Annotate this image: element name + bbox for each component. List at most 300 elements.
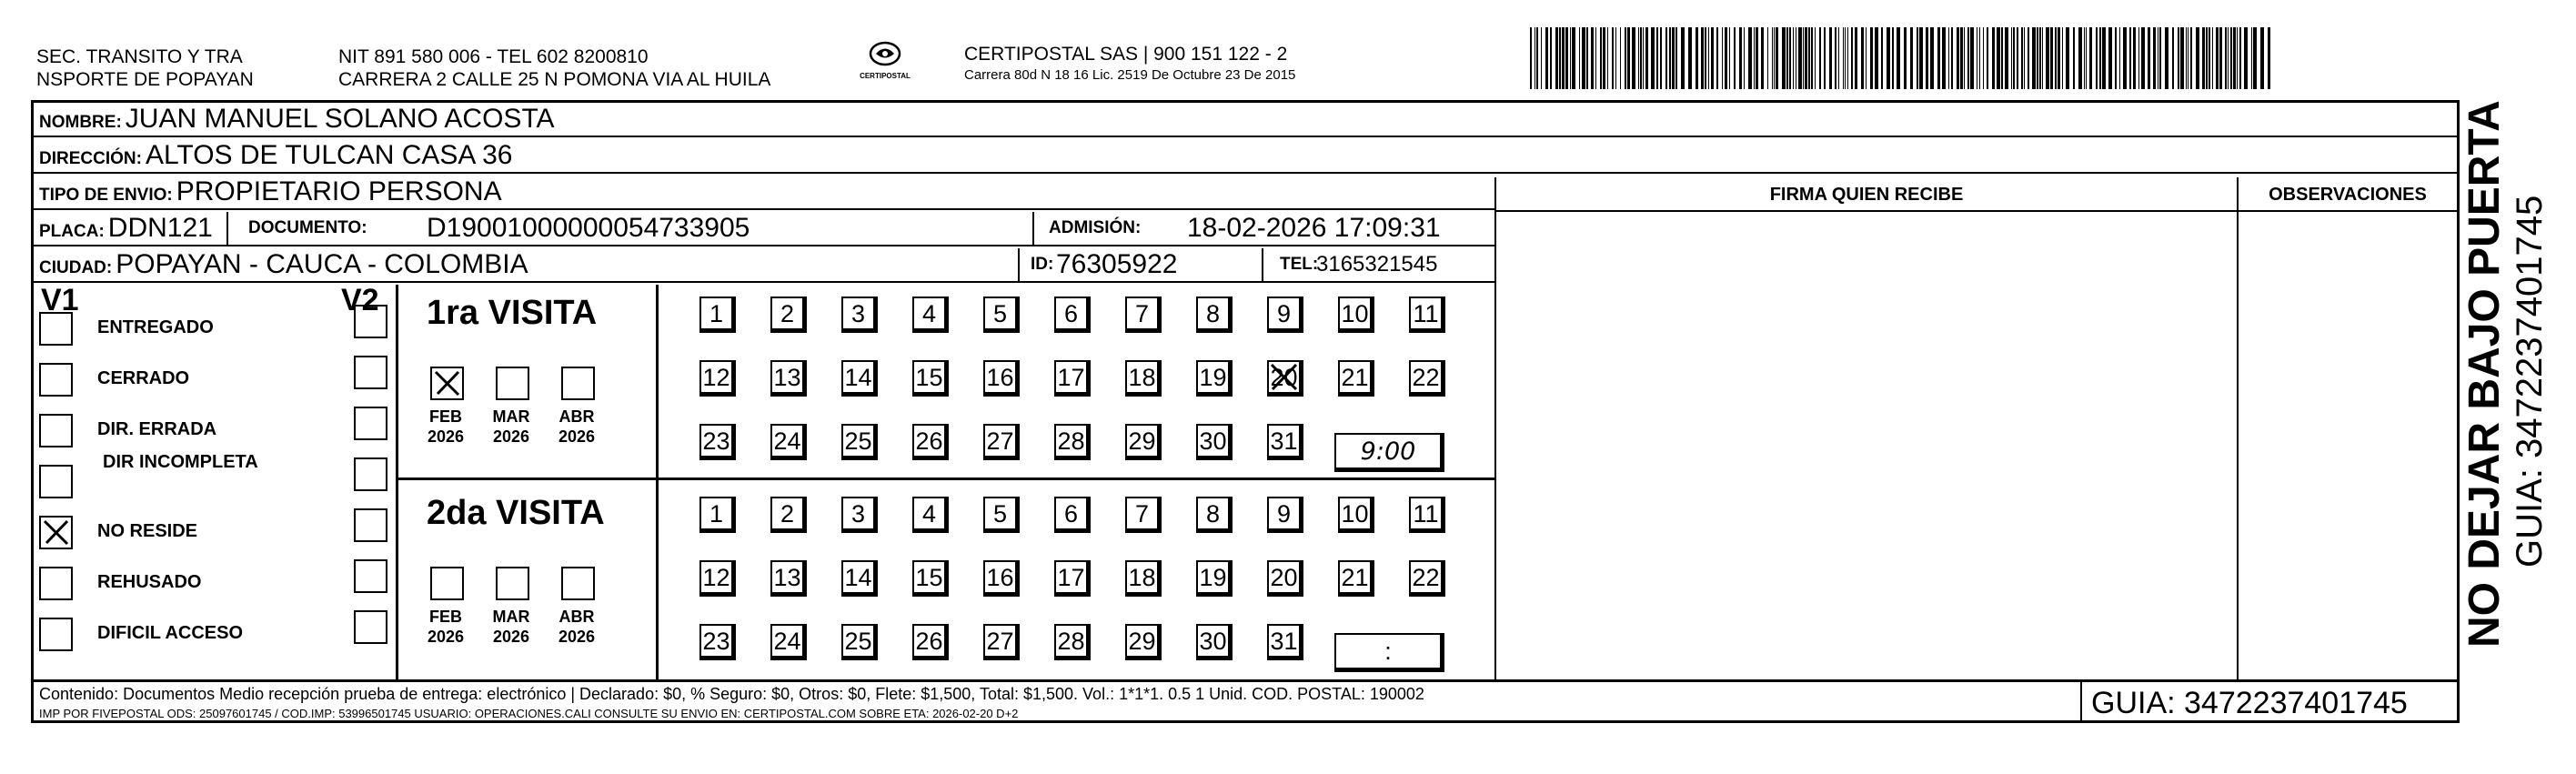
day-box[interactable] — [699, 497, 733, 530]
barcode-bar — [1793, 27, 1794, 89]
barcode-bar — [1942, 27, 1946, 89]
documento-label: DOCUMENTO: — [248, 218, 367, 237]
barcode-bar — [1595, 27, 1596, 89]
day-box[interactable] — [1054, 624, 1088, 658]
day-box[interactable] — [912, 497, 946, 530]
day-number: 16 — [986, 564, 1014, 591]
month-checkbox[interactable] — [496, 567, 529, 600]
v1-checkbox[interactable] — [39, 363, 73, 397]
barcode-bar — [1748, 27, 1752, 89]
barcode-bar — [1716, 27, 1718, 89]
v2-checkbox[interactable] — [354, 356, 387, 389]
day-number: 15 — [915, 564, 943, 591]
day-number: 20 — [1270, 564, 1298, 591]
month-checkbox[interactable] — [496, 367, 529, 400]
barcode-bar — [1937, 27, 1940, 89]
v1-checkbox[interactable] — [39, 618, 73, 651]
v2-checkbox[interactable] — [354, 559, 387, 593]
observaciones-field[interactable] — [2239, 212, 2455, 678]
barcode-bar — [2078, 27, 2082, 89]
barcode-bar — [1570, 27, 1571, 89]
barcode-bar — [1555, 27, 1558, 89]
status-divider — [396, 285, 398, 679]
day-number: 9 — [1276, 300, 1292, 327]
visit-divider — [656, 285, 659, 679]
tipo-value: PROPIETARIO PERSONA — [176, 176, 502, 206]
barcode-bar — [1600, 27, 1602, 89]
barcode-bar — [2017, 27, 2018, 89]
day-number: 4 — [921, 300, 937, 327]
barcode-bar — [1786, 27, 1788, 89]
direccion-value: ALTOS DE TULCAN CASA 36 — [145, 140, 513, 170]
firma-field[interactable] — [1496, 212, 2235, 678]
day-number: 7 — [1134, 500, 1150, 528]
barcode-bar — [2001, 27, 2003, 89]
guia-divider — [2080, 681, 2082, 723]
day-box[interactable] — [1267, 297, 1301, 330]
v1-checkbox[interactable] — [39, 312, 73, 346]
status-label: DIFICIL ACCESO — [97, 623, 244, 643]
barcode-bar — [2066, 27, 2069, 89]
barcode-bar — [2050, 27, 2053, 89]
day-box[interactable] — [912, 360, 946, 394]
v1-checkbox[interactable] — [39, 414, 73, 447]
barcode-bar — [2021, 27, 2023, 89]
barcode-bar — [1722, 27, 1723, 89]
barcode-bar — [2037, 27, 2038, 89]
day-box[interactable] — [1267, 424, 1301, 457]
barcode-bar — [1565, 27, 1568, 89]
day-number: 19 — [1199, 564, 1227, 591]
day-box[interactable] — [1338, 497, 1372, 530]
v2-checkbox[interactable] — [354, 407, 387, 440]
visit-separator — [396, 477, 1494, 480]
nombre-label: NOMBRE: — [39, 113, 122, 132]
barcode-bar — [1640, 27, 1642, 89]
documento-value: D19001000000054733905 — [427, 213, 750, 243]
logo-icon — [867, 40, 903, 71]
barcode-bar — [1845, 27, 1846, 89]
barcode-bar — [2096, 27, 2098, 89]
certipostal-logo — [853, 40, 917, 91]
v2-checkbox[interactable] — [354, 508, 387, 542]
barcode-bar — [2172, 27, 2174, 89]
day-box[interactable] — [912, 297, 946, 330]
day-number: 1 — [709, 300, 724, 327]
month-label: FEB 2026 — [427, 608, 465, 646]
barcode-bar — [2251, 27, 2252, 89]
barcode-bar — [1919, 27, 1923, 89]
day-box[interactable] — [1267, 497, 1301, 530]
barcode-bar — [1656, 27, 1658, 89]
day-box[interactable] — [983, 360, 1017, 394]
day-box[interactable] — [912, 624, 946, 658]
day-box[interactable] — [1125, 497, 1159, 530]
barcode-bar — [2011, 27, 2012, 89]
day-box[interactable] — [1196, 424, 1230, 457]
day-box[interactable] — [841, 424, 875, 457]
day-number: 31 — [1270, 628, 1298, 655]
day-number: 4 — [921, 500, 937, 528]
nombre-value: JUAN MANUEL SOLANO ACOSTA — [125, 104, 555, 134]
observaciones-header: OBSERVACIONES — [2269, 185, 2427, 205]
day-number: 25 — [844, 427, 872, 455]
month-checkbox[interactable] — [430, 567, 464, 600]
ciudad-row — [34, 248, 1494, 283]
day-box[interactable] — [1267, 560, 1301, 594]
day-box[interactable] — [1125, 360, 1159, 394]
day-number: 15 — [915, 364, 943, 391]
barcode-bar — [1603, 27, 1605, 89]
barcode-bar — [1612, 27, 1614, 89]
barcode-bar — [1881, 27, 1883, 89]
day-box[interactable] — [1125, 297, 1159, 330]
day-box[interactable] — [1409, 560, 1443, 594]
month-checkbox[interactable] — [430, 367, 464, 400]
day-box[interactable] — [1409, 497, 1443, 530]
barcode-bar — [2028, 27, 2029, 89]
company-line-2: Carrera 80d N 18 16 Lic. 2519 De Octubre 23 De 2015 — [964, 67, 1296, 83]
barcode-bar — [1855, 27, 1857, 89]
barcode-bar — [1838, 27, 1839, 89]
day-box[interactable] — [841, 497, 875, 530]
day-box[interactable] — [1267, 360, 1301, 394]
barcode-bar — [2228, 27, 2229, 89]
delivery-form — [31, 100, 2460, 723]
v1-checkbox[interactable] — [39, 567, 73, 600]
barcode-bar — [1591, 27, 1594, 89]
day-number: 28 — [1057, 628, 1085, 655]
barcode-bar — [1970, 27, 1974, 89]
barcode-bar — [2148, 27, 2150, 89]
barcode-bar — [1835, 27, 1836, 89]
barcode-bar — [1559, 27, 1561, 89]
barcode-bar — [2024, 27, 2025, 89]
v2-checkbox[interactable] — [354, 305, 387, 338]
barcode-bar — [1992, 27, 1995, 89]
day-box[interactable] — [1125, 424, 1159, 457]
barcode-bar — [1669, 27, 1671, 89]
day-box[interactable] — [699, 360, 733, 394]
barcode-bar — [1997, 27, 2000, 89]
day-number: 8 — [1205, 500, 1221, 528]
barcode-bar — [1870, 27, 1873, 89]
day-box[interactable] — [1054, 560, 1088, 594]
barcode-bar — [1948, 27, 1949, 89]
barcode-bar — [1811, 27, 1813, 89]
day-box[interactable] — [841, 624, 875, 658]
day-box[interactable] — [912, 560, 946, 594]
day-number: 30 — [1199, 427, 1227, 455]
day-box[interactable] — [699, 297, 733, 330]
day-number: 26 — [915, 427, 943, 455]
day-number: 22 — [1412, 564, 1440, 591]
second-visit-time-value: : — [1384, 638, 1392, 665]
barcode-bar — [2129, 27, 2131, 89]
barcode-bar — [2209, 27, 2210, 89]
tipo-row — [34, 176, 1494, 210]
divider — [1032, 212, 1034, 246]
placa-row — [34, 212, 1494, 246]
barcode-bar — [2186, 27, 2187, 89]
barcode-bar — [1875, 27, 1878, 89]
barcode-bar — [1847, 27, 1848, 89]
day-box[interactable] — [841, 360, 875, 394]
barcode-bar — [1632, 27, 1635, 89]
day-box[interactable] — [983, 560, 1017, 594]
day-number: 21 — [1341, 364, 1369, 391]
day-number: 21 — [1341, 564, 1369, 591]
company-line-1: CERTIPOSTAL SAS | 900 151 122 - 2 — [964, 44, 1288, 65]
day-box[interactable] — [1125, 560, 1159, 594]
barcode-bar — [2115, 27, 2117, 89]
day-box[interactable] — [1338, 560, 1372, 594]
month-checkbox[interactable] — [561, 367, 595, 400]
barcode-bar — [1767, 27, 1768, 89]
day-box[interactable] — [1054, 497, 1088, 530]
barcode-bar — [1824, 27, 1826, 89]
barcode-bar — [1815, 27, 1816, 89]
first-visit-label: 1ra VISITA — [427, 294, 598, 332]
day-box[interactable] — [841, 297, 875, 330]
barcode-bar — [1897, 27, 1900, 89]
barcode-bar — [1615, 27, 1616, 89]
status-label: CERRADO — [97, 368, 190, 388]
day-number: 10 — [1341, 300, 1369, 327]
day-box[interactable] — [1409, 297, 1443, 330]
barcode-bar — [2141, 27, 2145, 89]
footer-line-2: IMP POR FIVEPOSTAL ODS: 25097601745 / COD.IMP: 53996501745 USUARIO: OPERACIONES.CALI CONSULTE SU ENVIO EN: CERTIPOSTAL.COM SOBRE ETA: 2026-02-20 D+2 — [39, 707, 1019, 720]
month-checkbox[interactable] — [561, 567, 595, 600]
barcode-bar — [2013, 27, 2015, 89]
day-box[interactable] — [1338, 297, 1372, 330]
day-box[interactable] — [1196, 560, 1230, 594]
day-box[interactable] — [770, 424, 804, 457]
barcode-bar — [2216, 27, 2219, 89]
barcode-bar — [1904, 27, 1907, 89]
day-number: 16 — [986, 364, 1014, 391]
day-number: 5 — [992, 500, 1008, 528]
barcode-bar — [1756, 27, 1758, 89]
barcode-bar — [1979, 27, 1980, 89]
barcode-bar — [1582, 27, 1585, 89]
day-box[interactable] — [1409, 360, 1443, 394]
first-visit-time-value: 9:00 — [1360, 437, 1416, 466]
day-number: 27 — [986, 427, 1014, 455]
barcode-bar — [1586, 27, 1588, 89]
barcode-bar — [1643, 27, 1644, 89]
footer-line-1: Contenido: Documentos Medio recepción prueba de entrega: electrónico | Declarado: $0, % Seguro: $0, Otros: $0, Flete: $1,500, Total: $1,500. Vol.: 1*1*1. 0.5 1 Unid. COD. POSTAL: 190002 — [39, 685, 1424, 703]
logo-text: CERTIPOSTAL — [860, 72, 911, 80]
barcode-bar — [2046, 27, 2049, 89]
barcode-bar — [2202, 27, 2205, 89]
day-box[interactable] — [983, 297, 1017, 330]
first-visit-time[interactable] — [1334, 433, 1442, 469]
day-box[interactable] — [770, 624, 804, 658]
barcode-bar — [1638, 27, 1639, 89]
day-box[interactable] — [1196, 297, 1230, 330]
barcode-bar — [2219, 27, 2222, 89]
day-number: 24 — [773, 628, 801, 655]
barcode-bar — [1926, 27, 1928, 89]
v1-checkbox[interactable] — [39, 516, 73, 549]
barcode-bar — [1675, 27, 1677, 89]
barcode-bar — [1696, 27, 1698, 89]
day-box[interactable] — [770, 560, 804, 594]
barcode-bar — [1819, 27, 1821, 89]
day-box[interactable] — [1054, 297, 1088, 330]
barcode-bar — [2165, 27, 2168, 89]
nit-line-1: NIT 891 580 006 - TEL 602 8200810 — [338, 46, 649, 67]
day-number: 29 — [1128, 628, 1156, 655]
barcode-bar — [2212, 27, 2213, 89]
status-label: DIR. ERRADA — [97, 419, 217, 439]
tel-value: 3165321545 — [1316, 252, 1438, 276]
day-box[interactable] — [770, 360, 804, 394]
day-box[interactable] — [1196, 360, 1230, 394]
day-number: 3 — [850, 500, 866, 528]
day-box[interactable] — [1267, 624, 1301, 658]
month-label: MAR 2026 — [492, 608, 530, 646]
placa-value: DDN121 — [107, 213, 213, 243]
day-box[interactable] — [1054, 360, 1088, 394]
barcode-bar — [1701, 27, 1704, 89]
day-box[interactable] — [1125, 624, 1159, 658]
barcode-bar — [2253, 27, 2257, 89]
barcode-bar — [1964, 27, 1965, 89]
day-number: 29 — [1128, 427, 1156, 455]
day-number: 22 — [1412, 364, 1440, 391]
day-box[interactable] — [770, 297, 804, 330]
second-visit-time[interactable] — [1334, 633, 1442, 669]
day-number: 8 — [1205, 300, 1221, 327]
barcode-bar — [1744, 27, 1745, 89]
day-box[interactable] — [1338, 360, 1372, 394]
status-label: REHUSADO — [97, 572, 202, 592]
barcode-bar — [1754, 27, 1755, 89]
day-number: 1 — [709, 500, 724, 528]
barcode-bar — [1681, 27, 1685, 89]
barcode-graphic — [1530, 27, 2276, 89]
ciudad-label: CIUDAD: — [39, 258, 113, 277]
barcode-bar — [1572, 27, 1575, 89]
day-number: 17 — [1057, 364, 1085, 391]
day-box[interactable] — [699, 424, 733, 457]
barcode-bar — [1645, 27, 1648, 89]
month-label: ABR 2026 — [558, 608, 596, 646]
second-visit-label: 2da VISITA — [427, 494, 605, 532]
day-number: 6 — [1063, 500, 1079, 528]
day-number: 10 — [1341, 500, 1369, 528]
footer-line — [34, 679, 2457, 682]
barcode-bar — [1651, 27, 1655, 89]
day-number: 13 — [773, 564, 801, 591]
barcode-bar — [1665, 27, 1667, 89]
day-box[interactable] — [983, 624, 1017, 658]
day-number: 18 — [1128, 564, 1156, 591]
sender-line-1: SEC. TRANSITO Y TRA — [36, 46, 243, 67]
day-number: 12 — [702, 564, 730, 591]
barcode-bar — [1866, 27, 1867, 89]
barcode-bar — [2138, 27, 2139, 89]
day-box[interactable] — [841, 560, 875, 594]
barcode-bar — [1808, 27, 1810, 89]
v1-checkbox[interactable] — [39, 465, 73, 498]
barcode-bar — [2084, 27, 2085, 89]
barcode-bar — [1951, 27, 1953, 89]
v2-checkbox[interactable] — [354, 457, 387, 491]
day-number: 2 — [780, 300, 795, 327]
month-label: FEB 2026 — [427, 407, 465, 446]
barcode-bar — [1530, 27, 1532, 89]
day-number: 27 — [986, 628, 1014, 655]
barcode-bar — [1861, 27, 1864, 89]
day-box[interactable] — [983, 424, 1017, 457]
day-number: 28 — [1057, 427, 1085, 455]
day-number: 26 — [915, 628, 943, 655]
day-number: 7 — [1134, 300, 1150, 327]
tipo-label: TIPO DE ENVIO: — [39, 186, 173, 205]
barcode-bar — [1711, 27, 1714, 89]
month-label: ABR 2026 — [558, 407, 596, 446]
day-number: 17 — [1057, 564, 1085, 591]
barcode-bar — [1892, 27, 1894, 89]
barcode — [1530, 27, 2276, 89]
barcode-bar — [2188, 27, 2189, 89]
barcode-bar — [2178, 27, 2179, 89]
month-label: MAR 2026 — [492, 407, 530, 446]
barcode-bar — [1776, 27, 1778, 89]
barcode-bar — [1672, 27, 1675, 89]
barcode-bar — [1734, 27, 1736, 89]
day-box[interactable] — [699, 624, 733, 658]
day-box[interactable] — [770, 497, 804, 530]
day-number: 30 — [1199, 628, 1227, 655]
barcode-bar — [2058, 27, 2060, 89]
day-number: 23 — [702, 427, 730, 455]
day-box[interactable] — [1196, 624, 1230, 658]
barcode-bar — [1739, 27, 1742, 89]
barcode-bar — [2237, 27, 2238, 89]
admision-label: ADMISIÓN: — [1049, 218, 1142, 237]
day-box[interactable] — [699, 560, 733, 594]
barcode-bar — [1829, 27, 1832, 89]
day-number: 3 — [850, 300, 866, 327]
day-box[interactable] — [983, 497, 1017, 530]
day-box[interactable] — [1054, 424, 1088, 457]
barcode-bar — [1917, 27, 1918, 89]
barcode-bar — [1545, 27, 1548, 89]
divider — [226, 212, 228, 246]
barcode-bar — [1541, 27, 1542, 89]
barcode-bar — [1620, 27, 1621, 89]
barcode-bar — [2244, 27, 2248, 89]
divider — [1018, 248, 1020, 283]
day-box[interactable] — [1196, 497, 1230, 530]
day-number: 31 — [1270, 427, 1298, 455]
barcode-bar — [2005, 27, 2008, 89]
barcode-bar — [2133, 27, 2136, 89]
barcode-bar — [2042, 27, 2043, 89]
barcode-bar — [2196, 27, 2199, 89]
barcode-bar — [1536, 27, 1538, 89]
v2-checkbox[interactable] — [354, 610, 387, 644]
day-number: 11 — [1413, 300, 1439, 327]
barcode-bar — [1625, 27, 1626, 89]
barcode-bar — [1843, 27, 1844, 89]
barcode-bar — [2102, 27, 2106, 89]
day-box[interactable] — [912, 424, 946, 457]
